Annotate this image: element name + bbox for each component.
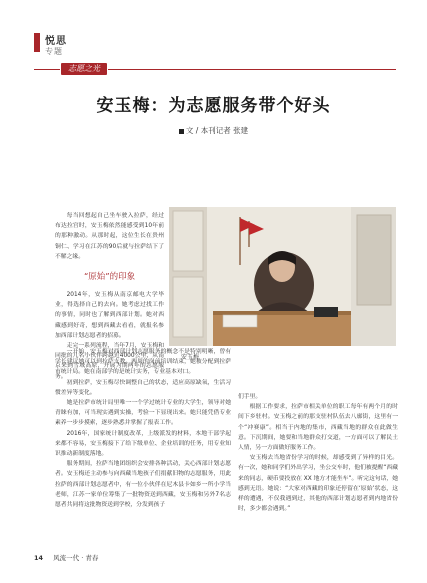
article-title: 安玉梅：为志愿服务带个好头 bbox=[96, 96, 331, 116]
page-number: 14 bbox=[34, 554, 44, 562]
byline bbox=[0, 125, 427, 136]
magazine-name: 风流一代 · 青春 bbox=[53, 554, 99, 562]
page-footer bbox=[34, 553, 98, 562]
body-paragraph: 她是拉萨市统计局里唯一一个学过统计专业的大学生，领导对她青睐有加，可当现实遇到实操，考验一下显现出来。她只能凭借专业素养一步步摸索，逐步熟悉并掌握了报表工作。 bbox=[55, 400, 231, 427]
office-photo-illustration bbox=[169, 207, 396, 346]
left-column-intro bbox=[55, 211, 164, 262]
body-paragraph: 们手里。 bbox=[238, 394, 262, 400]
body-paragraph: 服务期间，拉萨当地团组织会安排各种活动，关心西部计划志愿者。安玉梅还主动参与向西藏当地孩子们捐献旧物的志愿服务，用此拉萨的西部计划志愿者中，有一位小伙伴在尼木县卡如乡一所小学当老师，江苏一家单位筹集了一批物资送到西藏，安玉梅和另外7名志愿者共同将这批物资送到学校，分发到孩子 bbox=[55, 461, 231, 509]
header-rule-left bbox=[34, 69, 60, 70]
byline-square-icon bbox=[179, 129, 184, 134]
body-paragraph: 初到拉萨，安玉梅尽快调整自己的状态，适应高原缺氧，生活习惯差异等变化。 bbox=[55, 379, 231, 396]
section-marker bbox=[34, 33, 40, 52]
subheading: “原始”的印象 bbox=[83, 272, 136, 282]
body-paragraph: 2016年，国家统计制度改革，上级派发的材料，本地干部学起来都不容易，安玉梅接下了给下级单位、企业培训的任务，用专业知识推动新制度落地。 bbox=[55, 430, 231, 458]
body-paragraph: 一开始，安玉梅对西部计划志愿服务的概念不是特别明晰，曾有学长建议她可以到拉萨支教。两周的岗前培训结束，她被分配到拉萨市统计局。她在南部学的是统计实务，专业基本对口。 bbox=[55, 349, 231, 376]
section-label: 悦思 bbox=[45, 36, 67, 47]
intro-paragraph: 每当回想起自己坐车驶入拉萨，经过布达拉宫时，安玉梅依然能感受到10年前的那种激动。从那时起，这位生长在贵州铜仁、学习在江苏的90后就与拉萨结下了不解之缘。 bbox=[55, 213, 164, 260]
left-column-lower bbox=[55, 347, 231, 510]
byline-text: 文 / 本刊记者 张建 bbox=[185, 126, 249, 135]
right-column bbox=[238, 392, 398, 514]
body-paragraph: 安玉梅去当地省份学习的时候，却感受到了异样的目光。有一次，她和同学们外出学习，坐公交车时，他们被提醒“西藏来的同志，硬币要投放在 XX 地方才能坐车”。听完这句话，她感到无语。她说：“大家对西藏的印象还停留在‘原始’状态，这样的遭遇，不仅我遇到过，其他的西部计划志愿者到内地省份时，多少都会遇到。” bbox=[238, 455, 398, 513]
header-rule-right bbox=[108, 69, 396, 70]
article-photo bbox=[169, 207, 396, 346]
body-paragraph: 根据工作要求，拉萨市相关单位的职工每年有两个月的时间下乡驻村。安玉梅之前的那支驻村队伍去八廓街，这里有一个“冲赛康”。相当于内地的集市，西藏当地的群众在此做生意。下沉期间，她要和当地群众打交道，一方面可以了解民土人情，另一方面做好服务工作。 bbox=[238, 404, 398, 452]
body-paragraph: 2014年，安玉梅从南京邮电大学毕业，得选择自己的去向。她考虑过找工作的事情，同时也了解到西部计划。她对西藏感到好奇，想到西藏去看看，就报名参加西部计划志愿者的招募。 bbox=[55, 292, 164, 339]
body-paragraph: 走完一系列流程，当年7月，安玉梅和同批的几名小伙伴跨越近4000公里，从南京来到雪域高原，开展为期两年的志愿服务。 bbox=[55, 343, 164, 380]
photo-caption: 安玉梅 bbox=[181, 354, 200, 361]
column-badge: 志愿之光 bbox=[61, 63, 107, 75]
section-sublabel: 专题 bbox=[45, 47, 63, 56]
